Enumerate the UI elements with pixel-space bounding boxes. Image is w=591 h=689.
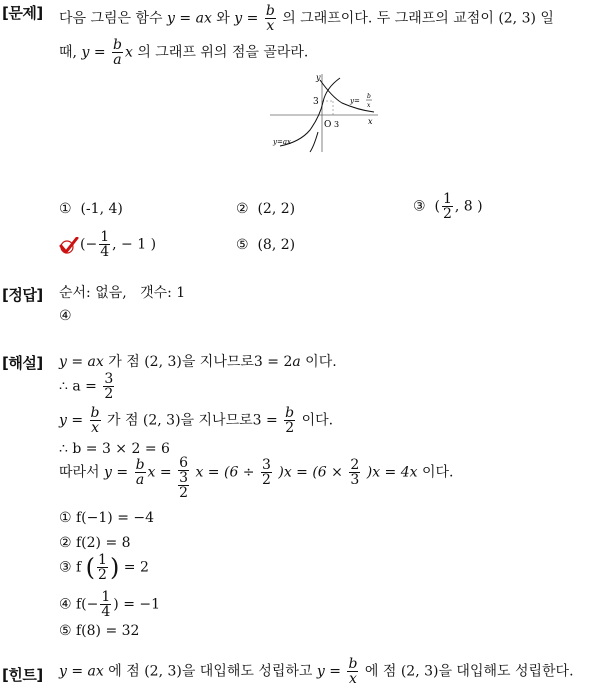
solution-result-5: ⑤ f(8) = 32	[59, 623, 140, 639]
hint-text: y = ax 에 점 (2, 3)을 대입해도 성립하고 y = $\frac{b}{x}$ 에 점 (2, 3)을 대입해도 성립한다.	[59, 656, 574, 687]
solution-result-3: ③ f ( $\frac{1}{2}$ ) = 2	[59, 552, 149, 583]
graph-tick-y3: 3	[313, 97, 319, 107]
graph-label-b-over-x: y=	[350, 97, 360, 105]
solution-line-1: y = ax 가 점 (2, 3)을 지나므로3 = 2a 이다.	[59, 354, 337, 370]
graph-label-ax: y=ax	[273, 138, 291, 146]
choice-3[interactable]: ③ ( $\frac{1}{2}$ , 8 )	[413, 191, 483, 222]
answer-meta: 순서: 없음, 갯수: 1	[59, 285, 186, 301]
question-line-2: 때, y = $\frac{b}{a}$ x 의 그래프 위의 점을 골라라.	[59, 37, 309, 68]
graph-label-b: b	[367, 93, 371, 100]
solution-line-2: ∴ a = $\frac{3}{2}$	[59, 371, 114, 402]
graph-origin: O	[324, 120, 332, 130]
graph-x-label: x	[368, 117, 373, 126]
choice-4[interactable]: (− $\frac{1}{4}$ , − 1 )	[80, 229, 157, 260]
question-line-1: 다음 그림은 함수 y = ax 와 y = $\frac{b}{x}$ 의 그래프이다. 두 그래프의 교점이 (2, 3) 일	[59, 3, 554, 34]
graph-svg	[270, 72, 385, 154]
graph-label-x: x	[367, 102, 371, 109]
function-graph	[270, 72, 385, 158]
graph-tick-x3: 3	[334, 120, 340, 129]
fraction-b-over-x: $\frac{b}{x}$	[265, 3, 275, 34]
solution-result-4: ④ f(− $\frac{1}{4}$ ) = −1	[59, 589, 161, 620]
solution-result-2: ② f(2) = 8	[59, 535, 131, 551]
choice-2[interactable]: ② (2, 2)	[236, 201, 296, 217]
check-mark-icon	[59, 237, 79, 259]
curve-line-ax	[280, 78, 340, 146]
fraction-b-over-a: $\frac{b}{a}$	[113, 37, 122, 68]
label-hint: [힌트]	[2, 666, 43, 684]
answer-value: ④	[59, 308, 72, 324]
curve-hyperbola	[320, 80, 374, 112]
solution-line-5: 따라서 y = $\frac{b}{a}$ x = 6 3 2 x = (6 ÷ $\frac{3}{2}$ )x = (6 × $\frac{2}{3}$ )x = 4x 이다.	[59, 455, 454, 501]
solution-line-4: ∴ b = 3 × 2 = 6	[59, 441, 170, 457]
label-solution: [해설]	[2, 354, 43, 372]
label-problem: [문제]	[2, 4, 43, 22]
solution-result-1: ① f(−1) = −4	[59, 510, 155, 526]
solution-line-3: y = $\frac{b}{x}$ 가 점 (2, 3)을 지나므로3 = $\frac{b}{2}$ 이다.	[59, 405, 334, 436]
graph-y-label: y	[316, 73, 321, 82]
choice-1[interactable]: ① (-1, 4)	[59, 201, 123, 217]
choice-5[interactable]: ⑤ (8, 2)	[236, 237, 296, 253]
curve-hyperbola-lower	[310, 132, 318, 152]
label-answer: [정답]	[2, 286, 43, 304]
